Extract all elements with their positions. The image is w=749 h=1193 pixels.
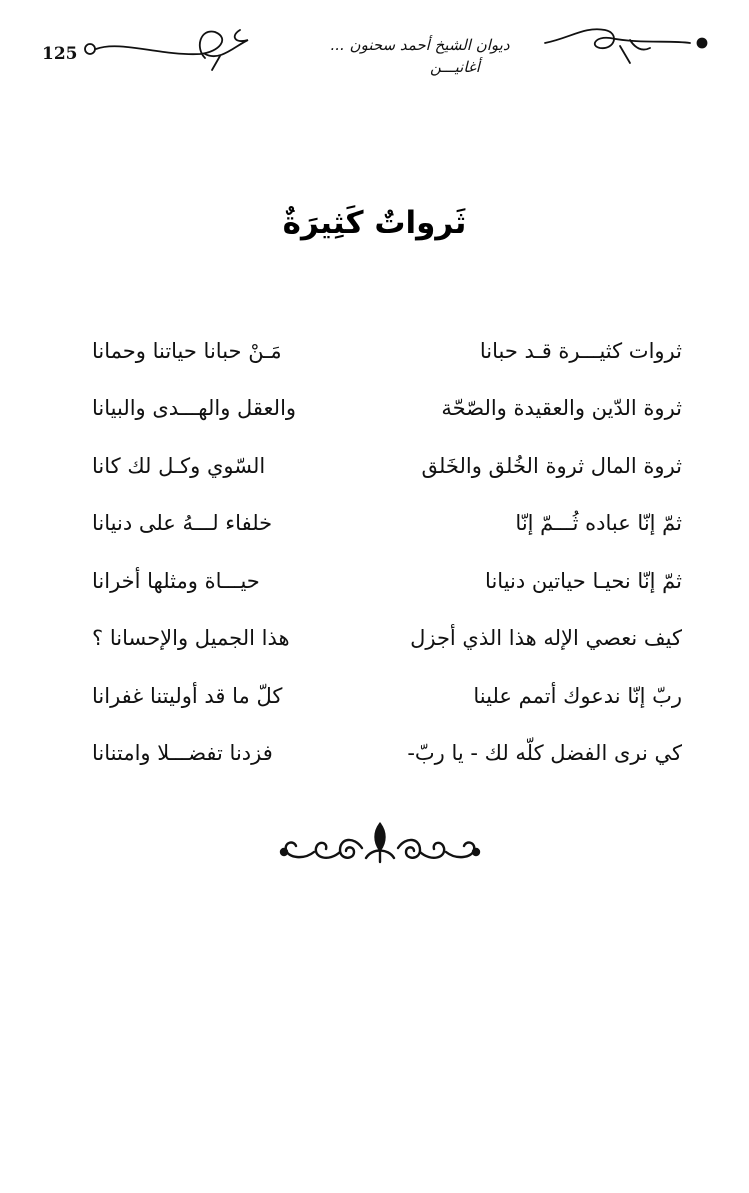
verse-line xyxy=(92,552,682,610)
verse-first-hemistich: ربّ إنّا ندعوك أتمم علينا xyxy=(473,683,682,708)
closing-fleuron-ornament xyxy=(274,818,486,870)
verse-line xyxy=(92,380,682,438)
verse-first-hemistich: ثروة المال ثروة الخُلق والخَلق xyxy=(421,453,682,478)
verse-first-hemistich: ثمّ إنّا نحيـا حياتين دنيانا xyxy=(485,568,682,593)
poem-title: ثَرواتٌ كَثِيرَةٌ xyxy=(282,205,467,241)
poem-verses xyxy=(92,322,682,782)
verse-second-hemistich: السّوي وكـل لك كانا xyxy=(92,453,266,478)
verse-second-hemistich: فزدنا تفضـــلا وامتنانا xyxy=(92,741,273,766)
page-number: 125 xyxy=(42,44,78,64)
verse-first-hemistich: ثروات كثيـــرة قـد حبانا xyxy=(479,338,682,363)
verse-second-hemistich: كلّ ما قد أوليتنا غفرانا xyxy=(92,683,283,708)
verse-second-hemistich: حيـــاة ومثلها أخرانا xyxy=(92,568,260,593)
verse-first-hemistich: كيف نعصي الإله هذا الذي أجزل xyxy=(410,626,682,651)
verse-second-hemistich: هذا الجميل والإحسانا ؟ xyxy=(92,626,290,651)
verse-second-hemistich: مَـنْ حبانا حياتنا وحمانا xyxy=(92,338,282,363)
verse-line xyxy=(92,437,682,495)
verse-second-hemistich: والعقل والهـــدى والبيانا xyxy=(92,396,297,421)
running-title xyxy=(280,34,560,78)
verse-first-hemistich: كي نرى الفضل كلّه لك - يا ربّ- xyxy=(407,741,682,766)
verse-line xyxy=(92,667,682,725)
verse-first-hemistich: ثروة الدّين والعقيدة والصّحّة xyxy=(441,396,682,421)
book-title: ديوان الشيخ أحمد سحنون ... xyxy=(330,36,510,54)
verse-second-hemistich: خلفاء لـــهُ على دنيانا xyxy=(92,511,273,536)
verse-line xyxy=(92,725,682,783)
running-header xyxy=(30,18,720,78)
verse-line xyxy=(92,495,682,553)
verse-first-hemistich: ثمّ إنّا عباده ثُـــمّ إنّا xyxy=(515,511,682,536)
section-title: أغانيـــن xyxy=(430,58,480,76)
verse-line xyxy=(92,322,682,380)
verse-line xyxy=(92,610,682,668)
